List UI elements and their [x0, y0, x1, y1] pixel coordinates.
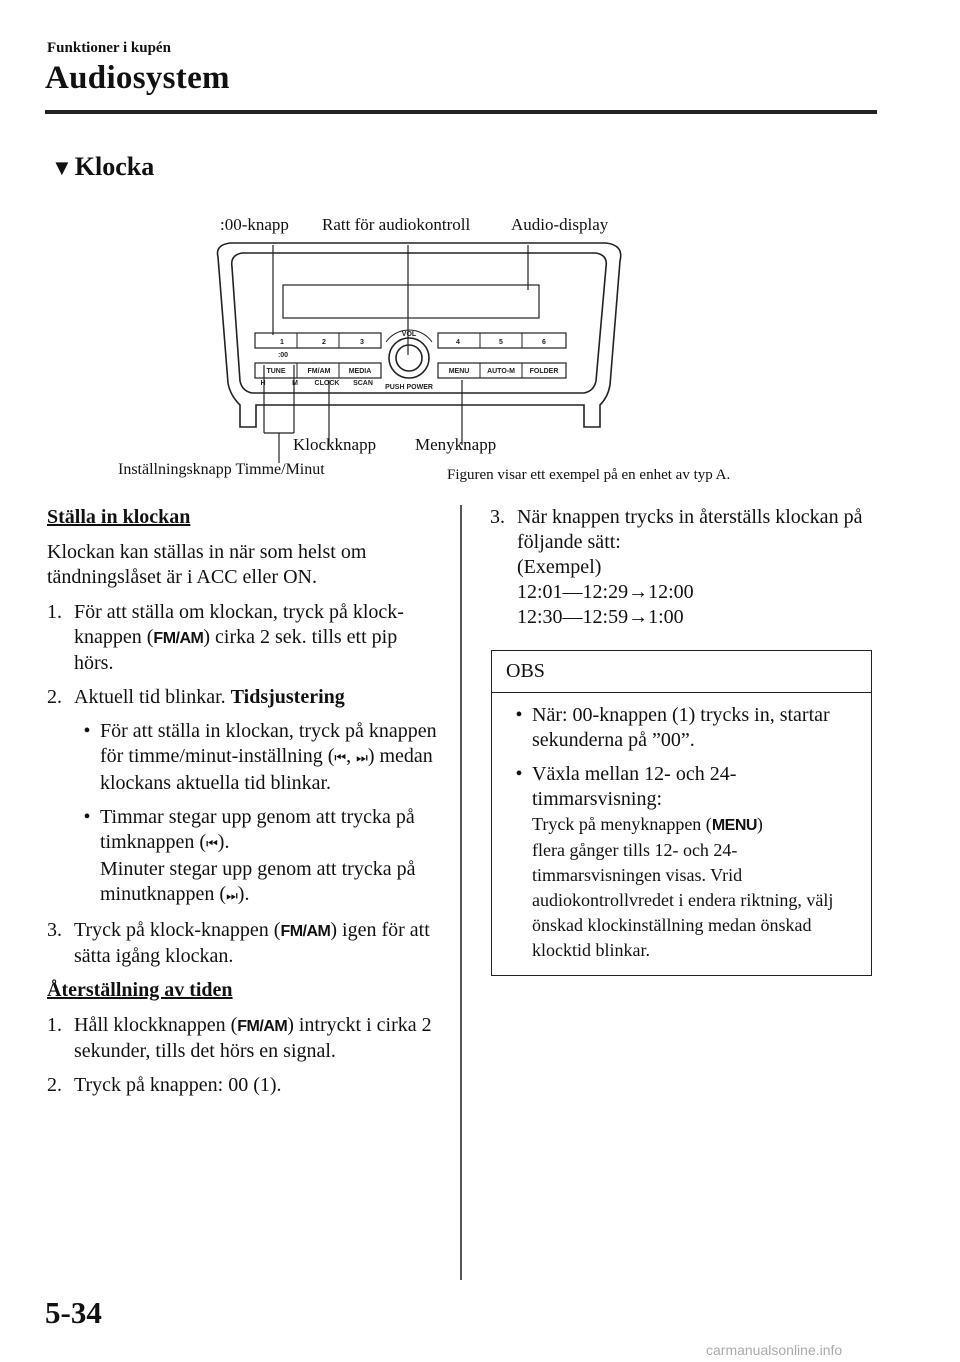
fmam-button-glyph: FM/AM [237, 1018, 288, 1035]
label-audio-knob: Ratt för audiokontroll [322, 215, 471, 234]
step-2-bullets [47, 719, 437, 909]
preset-5-label: 5 [499, 339, 503, 346]
step-number: 3. [490, 506, 505, 528]
note-bullet [506, 703, 861, 753]
section-heading [51, 152, 154, 182]
step-text: Aktuell tid blinkar. Tidsjustering [74, 686, 345, 708]
header-rule [45, 110, 877, 114]
preset-1-label: 1 [280, 339, 284, 346]
h-label: H [260, 380, 266, 387]
label-audio-display: Audio-display [511, 215, 609, 234]
step-text: För att ställa om klockan, tryck på klock-knappen (FM/AM) cirka 2 sek. tills ett pip hörs. [74, 601, 404, 674]
skip-forward-icon: ⏭ [356, 751, 365, 766]
skip-back-icon: ⏮ [206, 837, 215, 852]
reset-step-1 [47, 1013, 437, 1064]
triangle-marker-icon: ▼ [51, 155, 73, 180]
folder-label: FOLDER [529, 368, 559, 375]
bullet-icon [74, 719, 100, 796]
step-text: När knappen trycks in återställs klockan på följande sätt: (Exempel) 12:01—12:29→12:00 12:30—12:59→1:00 [517, 506, 863, 628]
menu-button-glyph: MENU [711, 817, 757, 834]
radio-unit-figure [100, 205, 860, 495]
step-number: 2. [47, 686, 62, 708]
note-bullet-text: Växla mellan 12- och 24-timmarsvisning: Tryck på menyknappen (MENU) flera gånger tills 12- och 24-timmarsvisningen visas. Vrid audiokontrollvredet i endera riktning, välj önskad klockinställning medan önskad klocktid blinkar. [532, 763, 834, 960]
step-1 [47, 600, 437, 676]
step-2 [47, 685, 437, 710]
label-zero-button: :00-knapp [220, 215, 289, 234]
page-number: 5-34 [45, 1295, 102, 1330]
label-hour-minute-button: Inställningsknapp Timme/Minut [118, 461, 325, 478]
step-number: 2. [47, 1074, 62, 1096]
clock-label: CLOCK [314, 380, 340, 387]
left-column [47, 505, 437, 1107]
step-number: 3. [47, 919, 62, 941]
menu-label: MENU [448, 368, 470, 375]
note-box [491, 650, 872, 976]
note-title: OBS [492, 651, 871, 693]
fmam-label: FM/AM [307, 368, 331, 375]
reset-step-2 [47, 1073, 437, 1098]
bullet-icon [506, 703, 532, 753]
tune-label: TUNE [266, 368, 286, 375]
figure-caption: Figuren visar ett exempel på en enhet av typ A. [447, 467, 731, 483]
step-text: Håll klockknappen (FM/AM) intryckt i cirka 2 sekunder, tills det hörs en signal. [74, 1014, 432, 1062]
set-clock-title: Ställa in klockan [47, 506, 191, 528]
preset-6-label: 6 [542, 339, 546, 346]
column-divider [460, 505, 462, 1280]
m-label: M [292, 380, 298, 387]
step-number: 1. [47, 601, 62, 623]
label-menu-button: Menyknapp [415, 435, 497, 454]
intro-paragraph: Klockan kan ställas in när som helst om tändningslåset är i ACC eller ON. [47, 541, 367, 588]
chapter-title: Audiosystem [45, 60, 230, 96]
step-text: Tryck på knappen: 00 (1). [74, 1074, 282, 1096]
push-power-label: PUSH POWER [385, 384, 433, 391]
note-bullet [506, 762, 861, 963]
media-label: MEDIA [348, 368, 372, 375]
preset-3-label: 3 [360, 339, 364, 346]
reset-title: Återställning av tiden [47, 979, 233, 1001]
preset-2-label: 2 [322, 339, 326, 346]
bullet-item [74, 719, 437, 796]
step-bold-term: Tidsjustering [230, 686, 345, 708]
skip-back-icon: ⏮ [334, 751, 344, 766]
section-label: Funktioner i kupén [47, 40, 171, 56]
preset-4-label: 4 [456, 339, 460, 346]
vol-label: VOL [401, 331, 417, 338]
watermark: carmanualsonline.info [706, 1342, 843, 1358]
step-number: 1. [47, 1014, 62, 1036]
bullet-text: Timmar stegar upp genom att trycka på timknappen (⏮ ). Minuter stegar upp genom att trycka på minutknappen (⏭ ). [100, 806, 416, 905]
step-text: Tryck på klock-knappen (FM/AM) igen för att sätta igång klockan. [74, 919, 430, 967]
bullet-icon [506, 762, 532, 963]
right-column [490, 505, 870, 639]
reset-step-3 [490, 505, 870, 630]
skip-forward-icon: ⏭ [226, 889, 235, 904]
step-3 [47, 918, 437, 969]
note-bullet-text: När: 00-knappen (1) trycks in, startar sekunderna på ”00”. [532, 704, 830, 751]
bullet-icon [74, 805, 100, 909]
bullet-item [74, 805, 437, 909]
fmam-button-glyph: FM/AM [280, 923, 331, 940]
label-clock-button: Klockknapp [293, 435, 377, 454]
auto-m-label: AUTO-M [487, 368, 515, 375]
bullet-text: För att ställa in klockan, tryck på knappen för timme/minut-inställning (⏮ , ⏭ ) medan klockans aktuella tid blinkar. [100, 720, 437, 794]
scan-label: SCAN [353, 380, 373, 387]
zero-mark-label: :00 [277, 352, 289, 359]
note-body [492, 693, 871, 963]
fmam-button-glyph: FM/AM [153, 630, 204, 647]
section-heading-text: Klocka [74, 152, 155, 181]
